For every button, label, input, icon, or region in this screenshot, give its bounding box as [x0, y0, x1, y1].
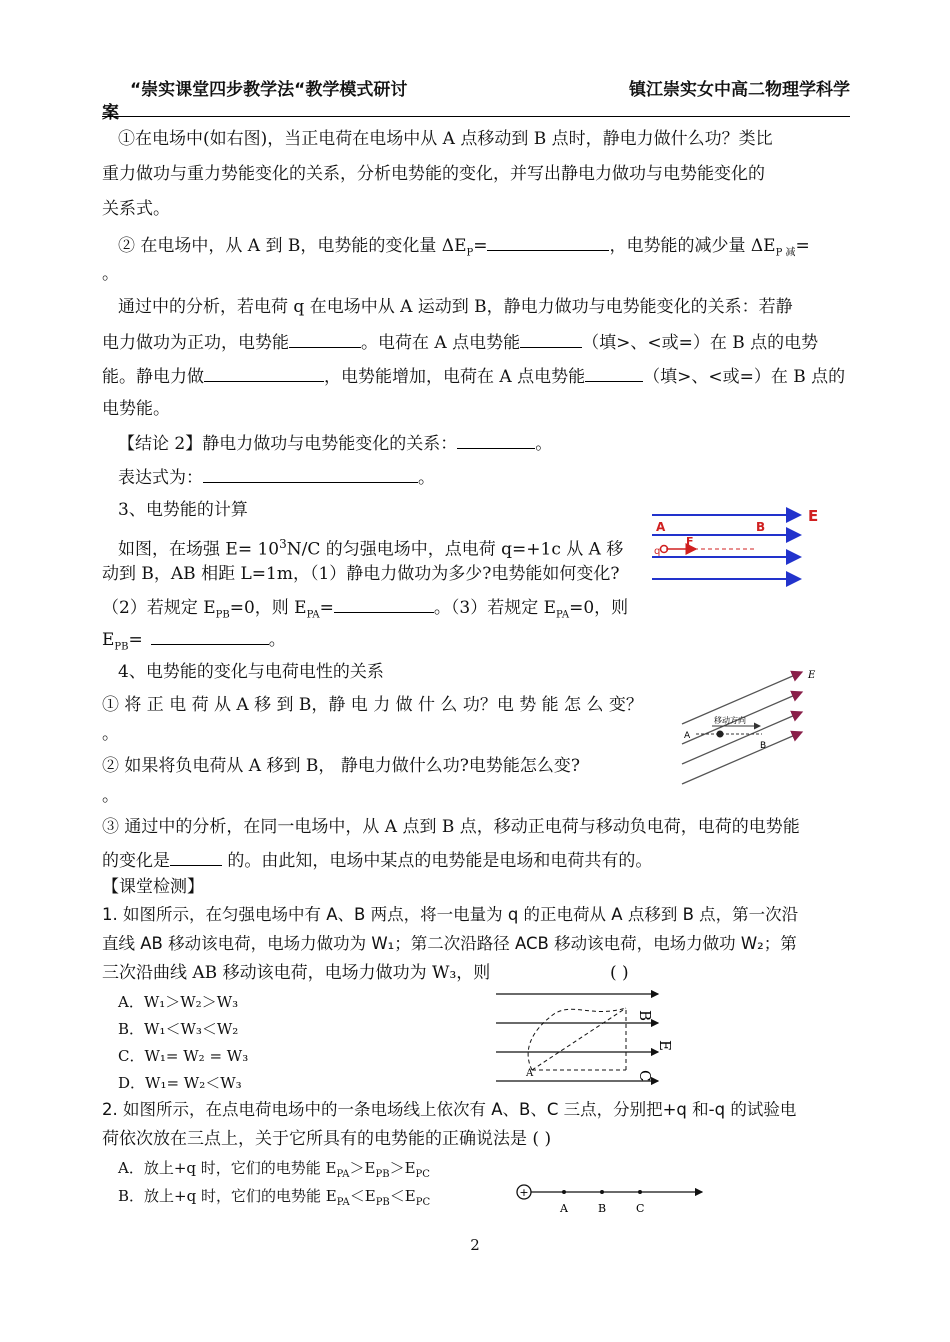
section3-line1: 如图，在场强 $E= 10^3N/C$ 的匀强电场中，点电荷 q=+1c 从 A 移 — [118, 537, 624, 560]
problem1-line3: 三次沿曲线 AB 移动该电荷，电场力做功为 W₃，则 ( ) — [102, 963, 629, 983]
straight-path-ab — [532, 1008, 626, 1070]
conclusion-2: 【结论 2】静电力做功与电势能变化的关系： 。 — [102, 430, 552, 456]
point-b — [600, 1190, 604, 1194]
section4-dot2: 。 — [102, 786, 119, 806]
problem2-line2: 荷依次放在三点上，关于它所具有的电势能的正确说法是 ( ) — [102, 1129, 552, 1149]
label-b: B — [756, 520, 766, 534]
label-b: B — [760, 741, 767, 751]
label-c: C — [636, 1202, 645, 1215]
compare-blank-1[interactable] — [520, 329, 582, 348]
point-c — [638, 1190, 642, 1194]
label-c: C — [636, 1070, 654, 1082]
plus-sign: + — [519, 1186, 529, 1199]
delta-ep-blank[interactable] — [487, 232, 609, 251]
header-continuation: 案 — [102, 103, 119, 123]
para3-line4: 电势能。 — [102, 399, 170, 419]
section4-q2: ② 如果将负电荷从 A 移到 B， 静电力做什么功?电势能怎么变? — [102, 756, 581, 776]
section4-q3-line2: 的变化是 的。由此知，电场中某点的电势能是电场和电荷共有的。 — [102, 847, 652, 873]
para3-line2: 电力做功为正功，电势能 。电荷在 A 点电势能 （填>、<或=）在 B 点的电势 — [102, 329, 818, 355]
section3-line4: $E_{PB}=$ 。 — [102, 626, 286, 659]
label-a: A — [526, 1068, 534, 1079]
uniform-field-figure — [648, 505, 838, 587]
problem1-option-b[interactable]: B．W₁＜W₃＜W₂ — [118, 1020, 239, 1038]
header-rule — [102, 116, 850, 117]
para1-line3: 关系式。 — [102, 199, 170, 219]
label-q: q — [654, 546, 661, 557]
section4-q1: ① 将 正 电 荷 从 A 移 到 B，静 电 力 做 什 么 功？电 势 能 怎 么 变？ — [102, 695, 643, 715]
page-number: 2 — [470, 1236, 480, 1254]
label-a: A — [560, 1202, 568, 1215]
curved-path-ab — [528, 1008, 626, 1070]
charge-dot — [717, 731, 724, 738]
para2-line1: ② 在电场中，从 A 到 B，电势能的变化量 $\Delta E_P=$ ，电势能的减少量 $\Delta E_{P 减}=$ — [102, 232, 810, 265]
problem2-option-a[interactable]: A．放上+q 时，它们的电势能 $E_{PA}>E_{PB}>E_{PC}$ — [118, 1159, 430, 1180]
label-move-direction: 移动方向 — [714, 716, 746, 725]
label-f: F — [686, 535, 694, 548]
epa-blank[interactable] — [334, 594, 434, 613]
problem2-line1: 2. 如图所示，在点电荷电场中的一条电场线上依次有 A、B、C 三点，分别把+q 和-q 的试验电 — [102, 1100, 797, 1119]
point-a — [562, 1190, 566, 1194]
conclusion-blank[interactable] — [457, 430, 535, 449]
para3-line3: 能。静电力做 ，电势能增加，电荷在 A 点电势能 （填>、<或=）在 B 点的 — [102, 363, 845, 389]
para3-line1: 通过中的分析，若电荷 q 在电场中从 A 运动到 B，静电力做功与电势能变化的关系：若静 — [118, 297, 793, 317]
work-type-blank[interactable] — [204, 363, 324, 382]
label-b: B — [636, 1010, 654, 1022]
problem2-option-b[interactable]: B．放上+q 时，它们的电势能 $E_{PA}<E_{PB}<E_{PC}$ — [118, 1187, 431, 1208]
para1-line1: ①在电场中(如右图)，当正电荷在电场中从 A 点移动到 B 点时，静电力做什么功？类比 — [118, 129, 773, 149]
path-field-figure — [492, 990, 672, 1090]
label-e: E — [808, 507, 819, 525]
section4-q3-line1: ③ 通过中的分析，在同一电场中，从 A 点到 B 点，移动正电荷与移动负电荷，电荷的电势能 — [102, 817, 800, 837]
section3-title: 3、电势能的计算 — [118, 500, 248, 520]
section3-line3: （2）若规定 $E_{PB}=0$，则 $E_{PA}=$ 。（3）若规定 $E_{PA}=0$，则 — [102, 594, 628, 627]
section4-dot1: 。 — [102, 724, 119, 744]
problem1-option-a[interactable]: A．W₁＞W₂＞W₃ — [118, 993, 239, 1011]
problem1-line2: 直线 AB 移动该电荷，电场力做功为 W₁；第二次沿路径 ACB 移动该电荷，电场力做功 W₂；第 — [102, 934, 797, 953]
para2-end: 。 — [102, 264, 119, 284]
label-b: B — [598, 1202, 607, 1215]
para1-line2: 重力做功与重力势能变化的关系，分析电势能的变化，并写出静电力做功与电势能变化的 — [102, 164, 765, 184]
check-title: 【课堂检测】 — [102, 877, 204, 897]
label-a: A — [684, 731, 691, 741]
q3-blank[interactable] — [170, 847, 222, 866]
oblique-field-figure — [678, 664, 828, 796]
expression-line: 表达式为： 。 — [102, 464, 435, 490]
field-line — [682, 732, 802, 784]
section3-line2: 动到 B，AB 相距 L=1m，（1）静电力做功为多少?电势能如何变化? — [102, 564, 620, 584]
problem1-option-c[interactable]: C．W₁= W₂ = W₃ — [118, 1047, 249, 1065]
label-a: A — [656, 520, 666, 534]
epb-blank[interactable] — [151, 626, 269, 645]
compare-blank-2[interactable] — [585, 363, 643, 382]
header-left: “崇实课堂四步教学法“教学模式研讨 — [130, 80, 408, 100]
label-e: E — [656, 1040, 674, 1051]
label-e: E — [808, 670, 816, 681]
expression-blank[interactable] — [203, 464, 418, 483]
problem1-answer-paren[interactable]: ( ) — [610, 963, 629, 983]
point-charge-figure — [512, 1180, 708, 1216]
ep-change-blank[interactable] — [289, 329, 361, 348]
problem1-line1: 1. 如图所示，在匀强电场中有 A、B 两点，将一电量为 q 的正电荷从 A 点移到 B 点，第一次沿 — [102, 905, 799, 924]
problem1-option-d[interactable]: D．W₁= W₂＜W₃ — [118, 1074, 242, 1092]
header-right: 镇江崇实女中高二物理学科学 — [629, 80, 850, 100]
section4-title: 4、电势能的变化与电荷电性的关系 — [118, 662, 384, 682]
